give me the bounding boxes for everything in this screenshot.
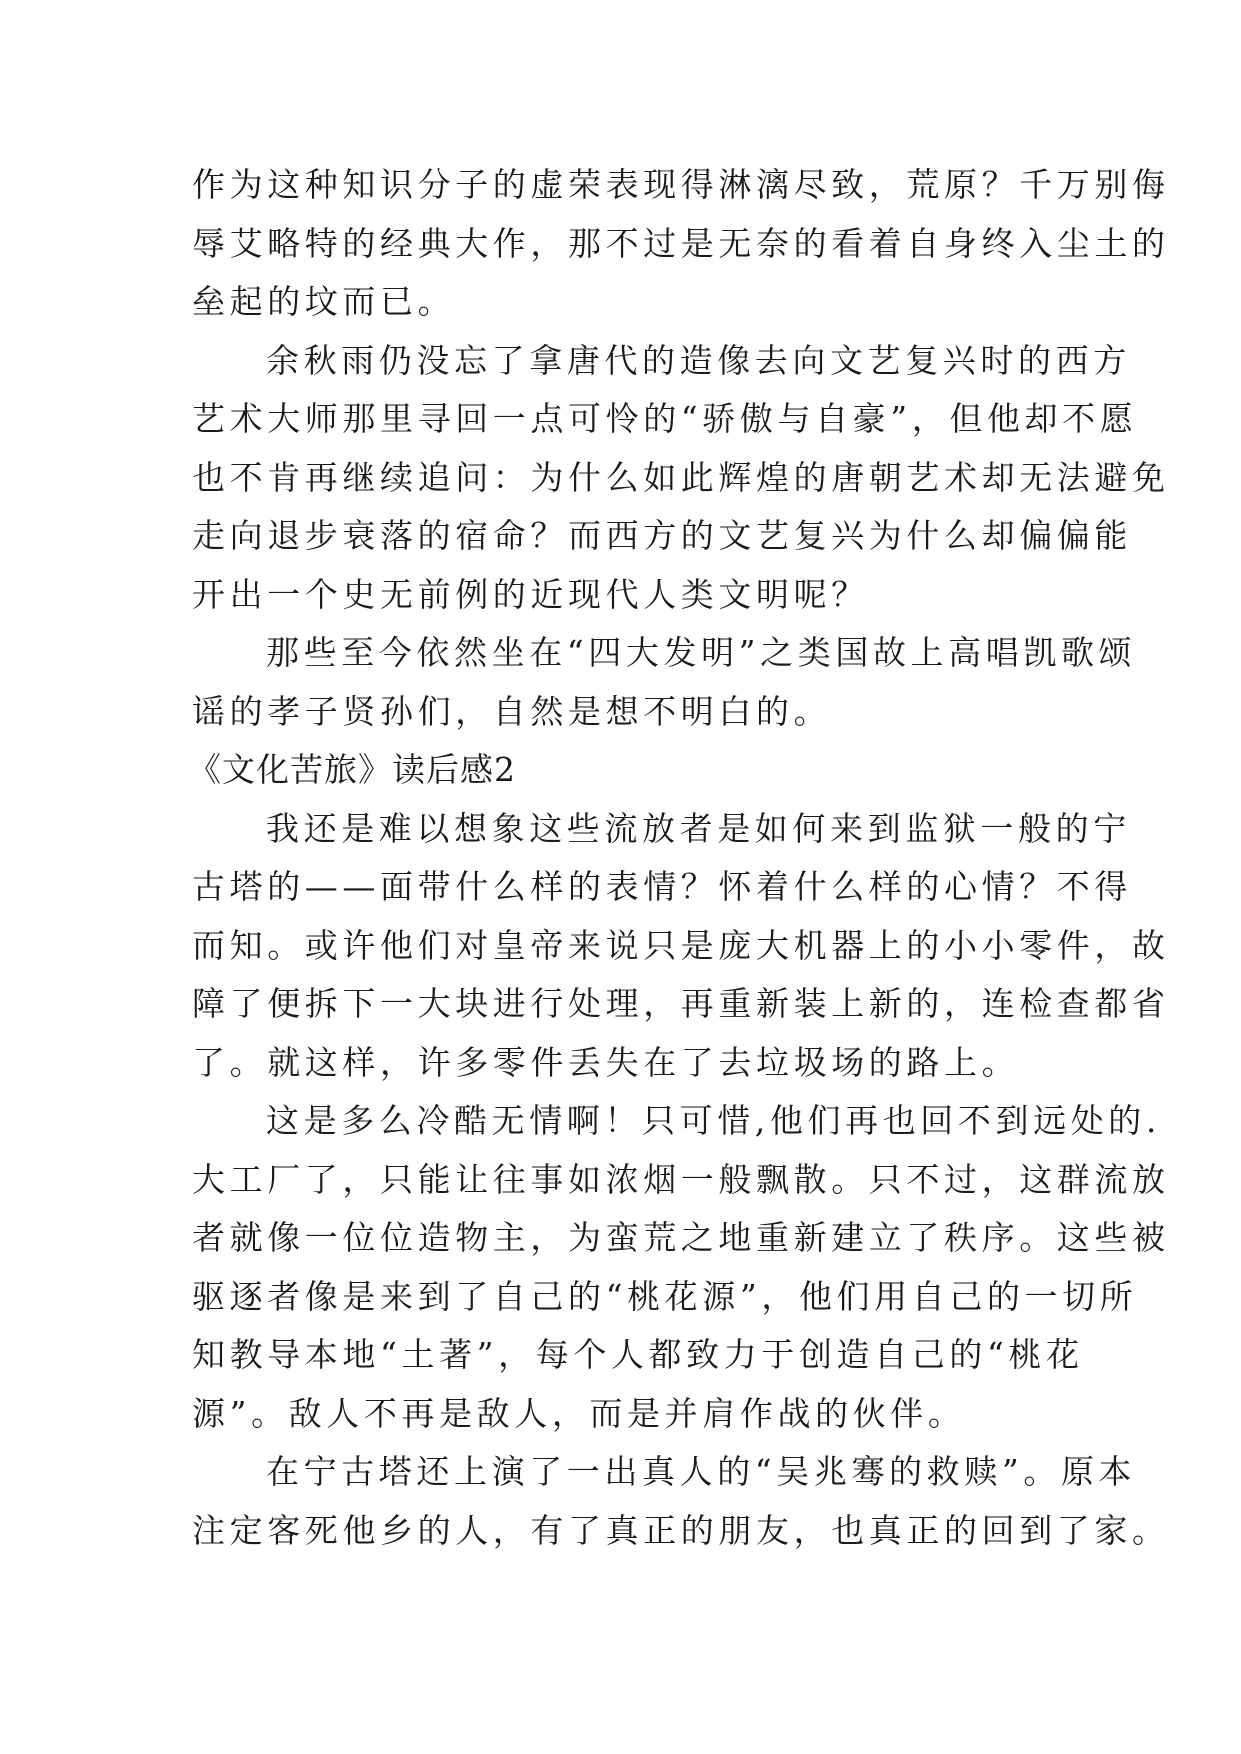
text-line: 这是多么冷酷无情啊！只可惜,他们再也回不到远处的. (266, 1101, 1161, 1140)
text-line: 源”。敌人不再是敌人，而是并肩作战的伙伴。 (192, 1393, 966, 1433)
text-line: 注定客死他乡的人，有了真正的朋友，也真正的回到了家。 (192, 1510, 1170, 1550)
text-line: 余秋雨仍没忘了拿唐代的造像去向文艺复兴时的西方 (266, 340, 1131, 380)
text-line: 障了便拆下一大块进行处理，再重新装上新的，连检查都省 (192, 984, 1170, 1023)
text-line: 而知。或许他们对皇帝来说只是庞大机器上的小小零件，故 (192, 925, 1170, 965)
text-line: 我还是难以想象这些流放者是如何来到监狱一般的宁 (266, 808, 1131, 848)
text-line: 谣的孝子贤孙们，自然是想不明白的。 (192, 691, 832, 731)
section-heading-block (188, 741, 1082, 800)
paragraph (192, 156, 1170, 332)
text-line: 驱逐者像是来到了自己的“桃花源”，他们用自己的一切所 (192, 1276, 1138, 1316)
text-line: 走向退步衰落的宿命？而西方的文艺复兴为什么却偏偏能 (192, 516, 1132, 555)
text-line: 辱艾略特的经典大作，那不过是无奈的看着自身终入尘土的 (192, 223, 1170, 263)
paragraph (192, 332, 1170, 625)
text-line: 开出一个史无前例的近现代人类文明呢？ (192, 574, 869, 614)
paragraph (192, 1092, 1170, 1443)
text-line: 知教导本地“土著”，每个人都致力于创造自己的“桃花 (192, 1335, 1084, 1374)
paragraph (192, 1443, 1170, 1560)
text-line: 在宁古塔还上演了一出真人的“吴兆骞的救赎”。原本 (266, 1452, 1137, 1491)
text-line: 古塔的——面带什么样的表情？怀着什么样的心情？不得 (192, 867, 1132, 906)
paragraph (192, 624, 1137, 741)
text-line: 了。就这样，许多零件丢失在了去垃圾场的路上。 (192, 1042, 1020, 1082)
section-heading: 《文化苦旅》读后感2 (188, 750, 516, 789)
text-line: 者就像一位位造物主，为蛮荒之地重新建立了秩序。这些被 (192, 1218, 1170, 1257)
text-line: 也不肯再继续追问：为什么如此辉煌的唐朝艺术却无法避免 (192, 457, 1170, 497)
text-line: 那些至今依然坐在“四大发明”之类国故上高唱凯歌颂 (266, 633, 1137, 672)
text-line: 大工厂了，只能让往事如浓烟一般飘散。只不过，这群流放 (192, 1159, 1170, 1199)
document-body (188, 156, 1170, 1560)
text-line: 作为这种知识分子的虚荣表现得淋漓尽致，荒原？千万别侮 (192, 165, 1170, 204)
paragraph (192, 800, 1170, 1093)
text-line: 垒起的坟而已。 (192, 282, 456, 321)
text-line: 艺术大师那里寻回一点可怜的“骄傲与自豪”，但他却不愿 (192, 399, 1138, 438)
